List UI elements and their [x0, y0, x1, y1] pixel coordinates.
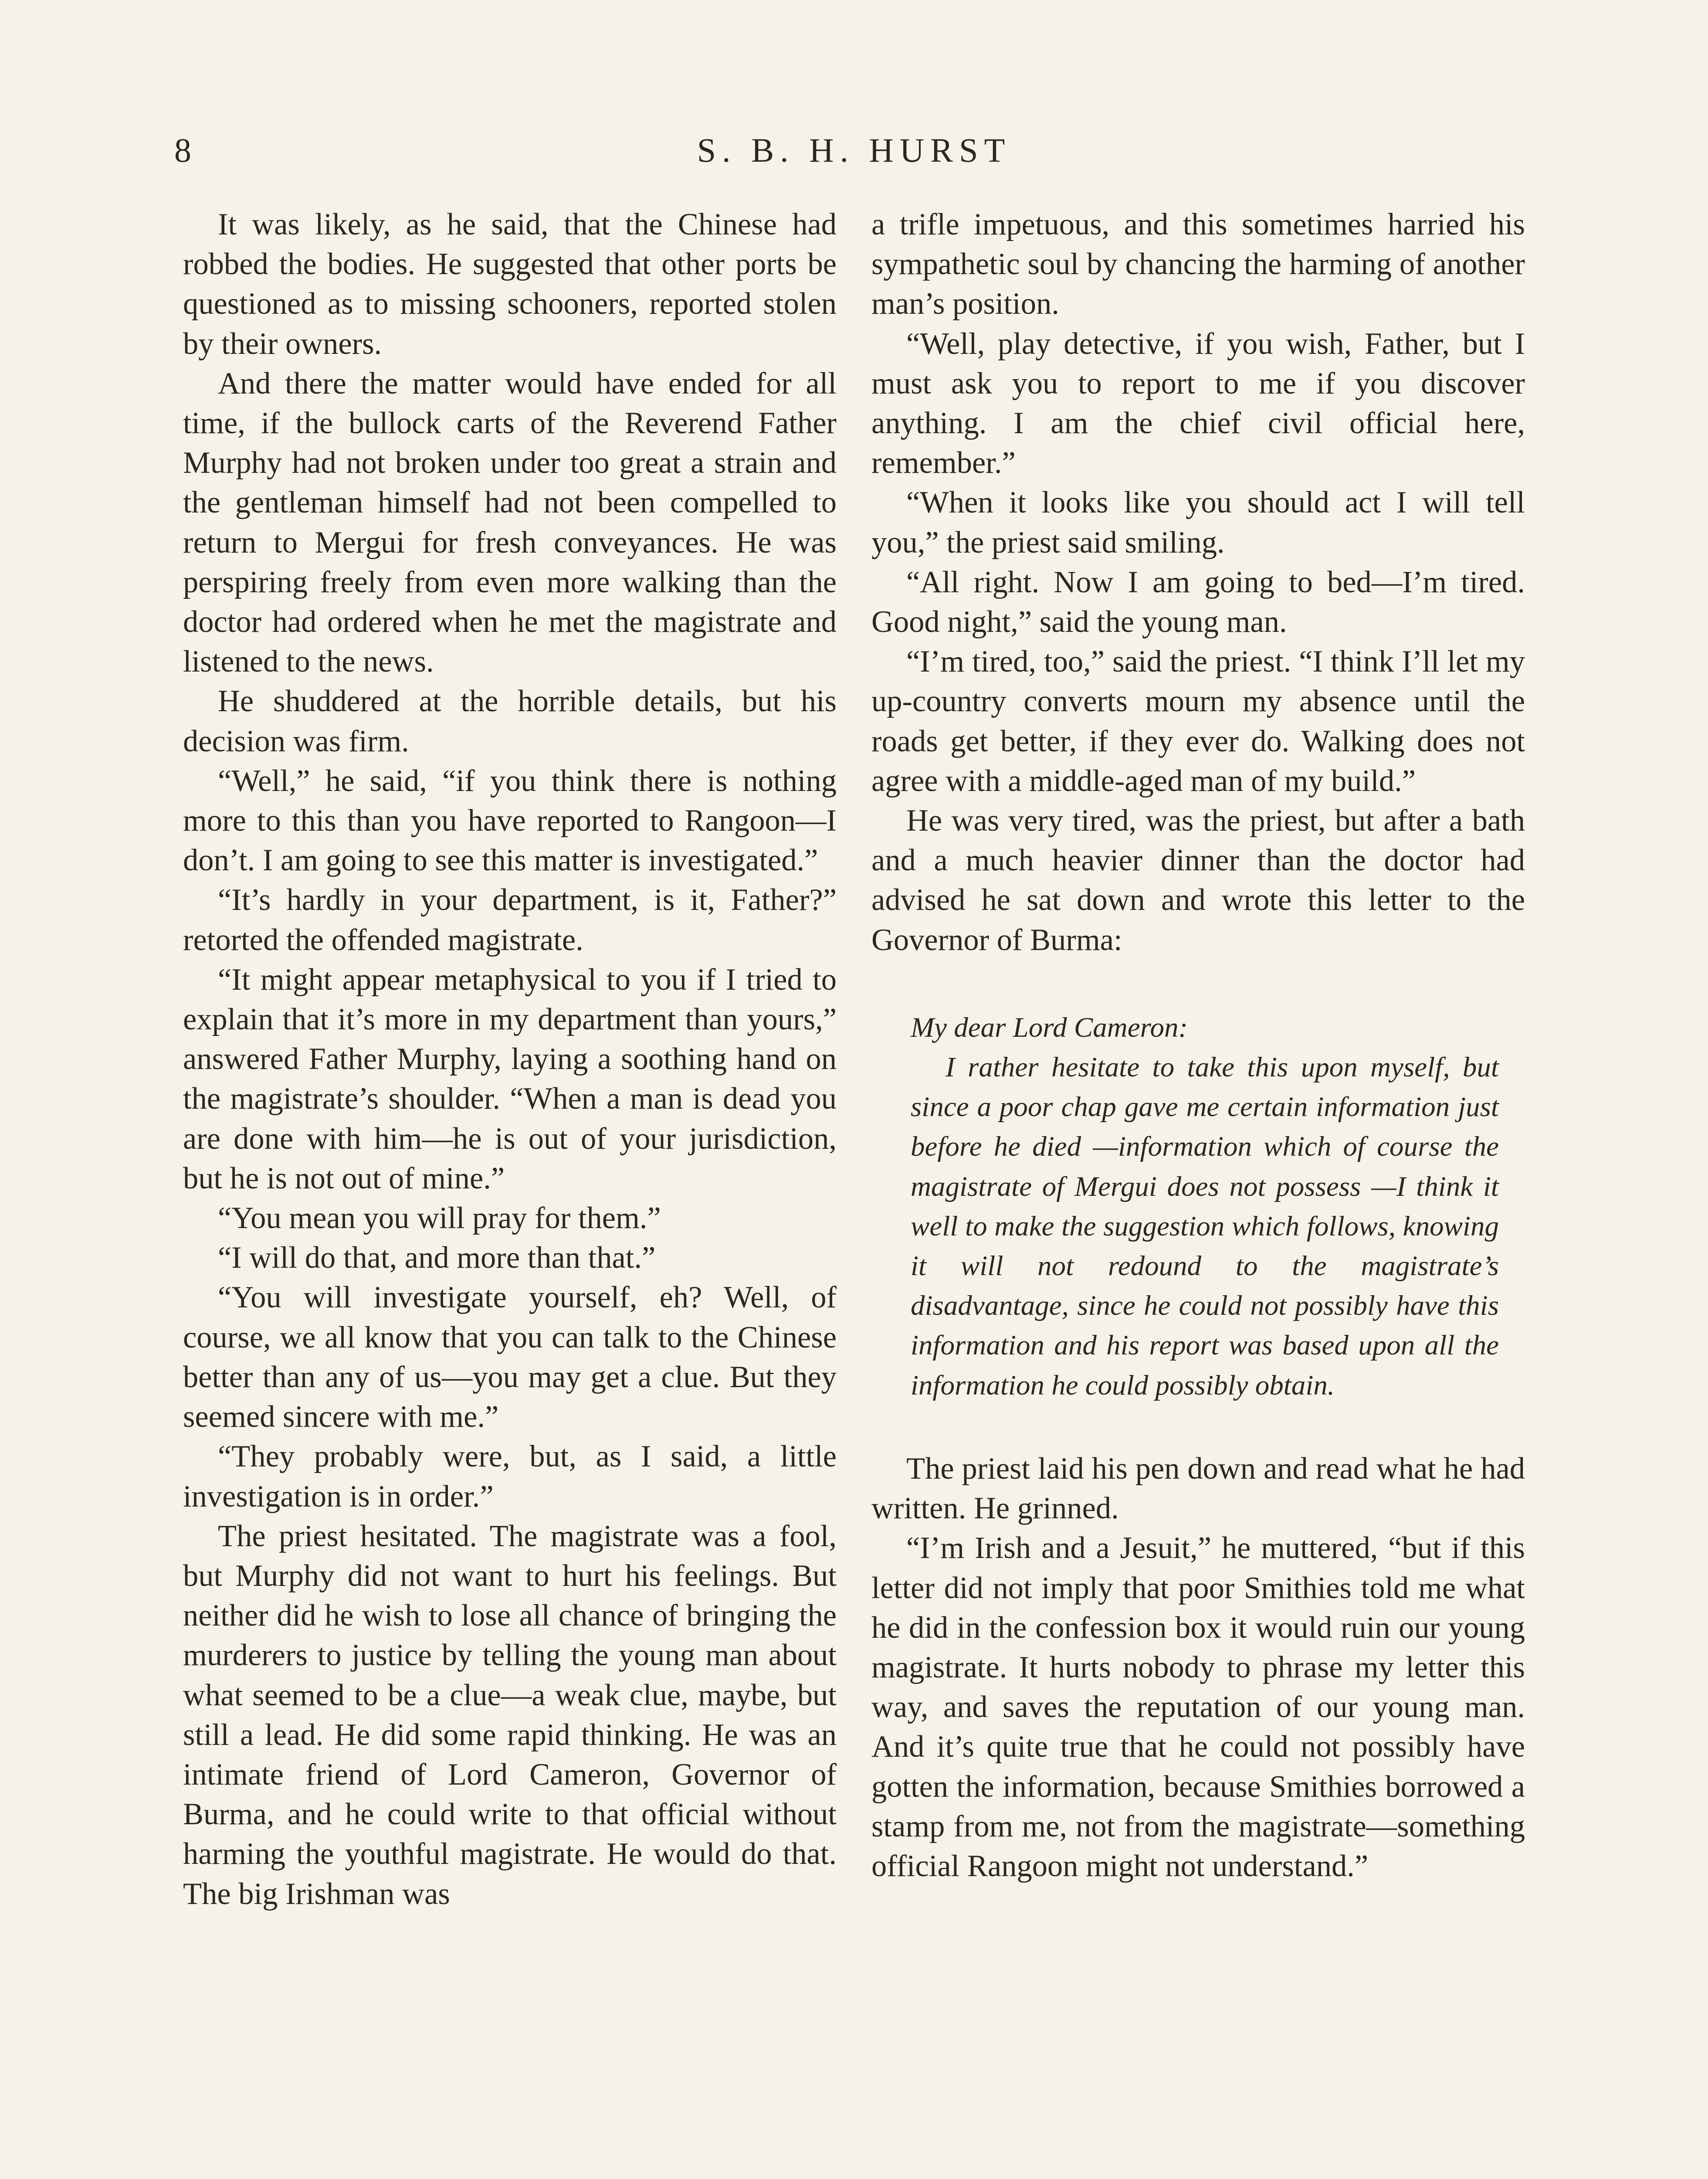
paragraph: And there the matter would have ended for all time, if the bullock carts of the Reverend Father Murphy had not broken under too great a strain and the gentleman himself had not been compelled to return to Mergui for fresh conveyances. He was perspiring freely from even more walking than the doctor had ordered when he met the magistrate and listened to the news. [183, 366, 837, 679]
left-column [183, 205, 837, 1914]
paragraph: “It’s hardly in your department, is it, Father?” retorted the offended magistrate. [183, 883, 837, 957]
paragraph: “You will investigate yourself, eh? Well, of course, we all know that you can talk to the Chinese better than any of us—you may get a clue. But they seemed sincere with me.” [183, 1280, 837, 1434]
letter-salutation: My dear Lord Cameron: [911, 1011, 1188, 1043]
paragraph: “When it looks like you should act I will tell you,” the priest said smiling. [871, 485, 1525, 560]
paragraph: “Well,” he said, “if you think there is nothing more to this than you have reported to Rangoon—I don’t. I am going to see this matter is investigated.” [183, 764, 837, 878]
right-column [871, 205, 1525, 1886]
paragraph: “All right. Now I am going to bed—I’m tired. Good night,” said the young man. [871, 565, 1525, 639]
paragraph: “I’m Irish and a Jesuit,” he muttered, “but if this letter did not imply that poor Smithies told me what he did in the confession box it would ruin our young magistrate. It hurts nobody to phrase my letter this way, and saves the reputation of our young man. And it’s quite true that he could not possibly have gotten the information, because Smithies borrowed a stamp from me, not from the magistrate—something official Rangoon might not understand.” [871, 1531, 1525, 1883]
paragraph: “Well, play detective, if you wish, Father, but I must ask you to report to me if you discover anything. I am the chief civil official here, remember.” [871, 326, 1525, 480]
paragraph: “I’m tired, too,” said the priest. “I think I’ll let my up-country converts mourn my absence until the roads get better, if they ever do. Walking does not agree with a middle-aged man of my build.” [871, 645, 1525, 798]
paragraph: “You mean you will pray for them.” [218, 1201, 661, 1235]
letter-block [871, 1008, 1525, 1405]
page-number: 8 [174, 131, 192, 169]
page-header [0, 131, 1708, 179]
paragraph: a trifle impetuous, and this sometimes harried his sympathetic soul by chancing the harming of another man’s position. [871, 207, 1525, 321]
paragraph: The priest laid his pen down and read what he had written. He grinned. [871, 1451, 1525, 1526]
paragraph: “I will do that, and more than that.” [218, 1241, 656, 1275]
letter-body: I rather hesitate to take this upon myself, but since a poor chap gave me certain information just before he died —information which of course the magistrate of Mergui does not possess —I think it well to make the suggestion which follows, knowing it will not redound to the magistrate’s disadvantage, since he could not possibly have this information and his report was based upon all the information he could possibly obtain. [911, 1052, 1499, 1401]
paragraph: He shuddered at the horrible details, but his decision was firm. [183, 684, 837, 758]
running-head: S. B. H. HURST [697, 131, 1011, 169]
paragraph: “They probably were, but, as I said, a little investigation is in order.” [183, 1439, 837, 1514]
paragraph: “It might appear metaphysical to you if I tried to explain that it’s more in my department than yours,” answered Father Murphy, laying a soothing hand on the magistrate’s shoulder. “When a man is dead you are done with him—he is out of your jurisdiction, but he is not out of mine.” [183, 962, 837, 1195]
paragraph: It was likely, as he said, that the Chinese had robbed the bodies. He suggested that other ports be questioned as to missing schooners, reported stolen by their owners. [183, 207, 837, 361]
paragraph: The priest hesitated. The magistrate was a fool, but Murphy did not want to hurt his feelings. But neither did he wish to lose all chance of bringing the murderers to justice by telling the young man about what seemed to be a clue—a weak clue, maybe, but still a lead. He did some rapid thinking. He was an intimate friend of Lord Cameron, Governor of Burma, and he could write to that official without harming the youthful magistrate. He would do that. The big Irishman was [183, 1519, 837, 1911]
paragraph: He was very tired, was the priest, but after a bath and a much heavier dinner than the doctor had advised he sat down and wrote this letter to the Governor of Burma: [871, 804, 1525, 957]
